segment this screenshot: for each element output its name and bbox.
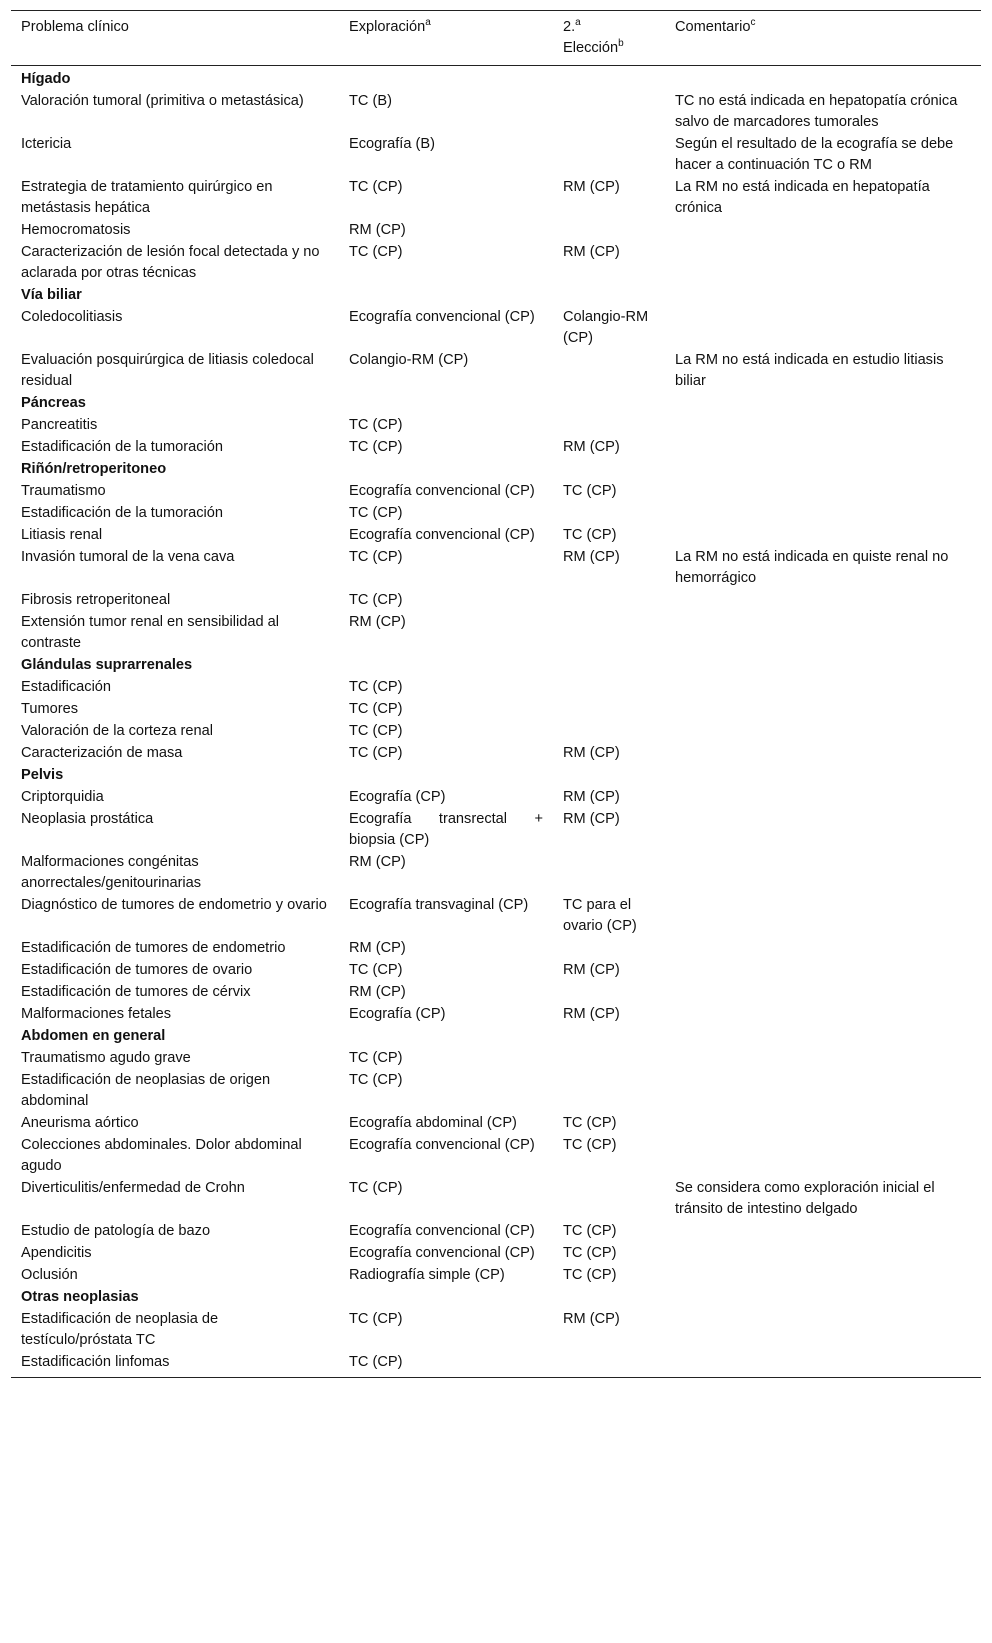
cell-problem: Colecciones abdominales. Dolor abdominal agudo <box>21 1137 302 1174</box>
cell-exploration: Ecografía convencional (CP) <box>349 1245 535 1261</box>
header-second-choice <box>553 11 665 66</box>
cell-comment: La RM no está indicada en quiste renal no hemorrágico <box>675 549 949 586</box>
cell-problem: Malformaciones fetales <box>21 1006 172 1022</box>
cell-second-choice: RM (CP) <box>563 789 620 805</box>
cell-second-choice: RM (CP) <box>563 179 620 195</box>
cell-second-choice: TC (CP) <box>563 483 617 499</box>
cell-comment <box>665 525 981 547</box>
cell-exploration: Colangio-RM (CP) <box>349 352 469 368</box>
table-row <box>11 1352 981 1378</box>
cell-exploration: RM (CP) <box>349 222 406 238</box>
table-body <box>11 66 981 1378</box>
cell-second-choice: RM (CP) <box>563 811 620 827</box>
cell-second-choice: RM (CP) <box>563 244 620 260</box>
cell-problem: Criptorquidia <box>21 789 104 805</box>
cell-exploration: Ecografía convencional (CP) <box>349 527 535 543</box>
table-row <box>11 547 981 590</box>
cell-exploration: Ecografía abdominal (CP) <box>349 1115 517 1131</box>
cell-comment <box>665 1309 981 1352</box>
header-row <box>11 11 981 66</box>
cell-exploration: RM (CP) <box>349 854 406 870</box>
cell-exploration: TC (CP) <box>349 417 403 433</box>
table-row <box>11 982 981 1004</box>
table-header <box>11 11 981 66</box>
cell-comment: TC no está indicada en hepatopatía crónica salvo de marcadores tumorales <box>675 93 958 130</box>
ordinal-marker: a <box>575 17 581 29</box>
table-row <box>11 415 981 437</box>
cell-comment: La RM no está indicada en hepatopatía crónica <box>675 179 930 216</box>
table-row <box>11 743 981 765</box>
cell-second-choice: TC para el ovario (CP) <box>563 897 637 934</box>
section-header-row <box>11 1026 981 1048</box>
header-comment-label: Comentario <box>675 19 751 35</box>
table-row <box>11 177 981 220</box>
header-problem-label: Problema clínico <box>21 19 129 35</box>
table-row <box>11 1070 981 1113</box>
table-container <box>11 10 981 1378</box>
cell-exploration: TC (CP) <box>349 1354 403 1370</box>
table-row <box>11 1048 981 1070</box>
section-title: Otras neoplasias <box>21 1289 139 1305</box>
section-title: Hígado <box>21 71 71 87</box>
table-row <box>11 525 981 547</box>
table-row <box>11 1135 981 1178</box>
cell-problem: Ictericia <box>21 136 72 152</box>
cell-second-choice <box>553 590 665 612</box>
cell-problem: Estadificación de neoplasias de origen abdominal <box>21 1072 271 1109</box>
footnote-a-marker: a <box>425 17 431 29</box>
cell-second-choice <box>553 503 665 525</box>
table-row <box>11 590 981 612</box>
section-header-row <box>11 393 981 415</box>
cell-comment <box>665 481 981 503</box>
table-row <box>11 1265 981 1287</box>
cell-problem: Traumatismo <box>21 483 106 499</box>
cell-problem: Estadificación de tumores de ovario <box>21 962 253 978</box>
cell-problem: Estadificación linfomas <box>21 1354 170 1370</box>
cell-comment <box>665 1352 981 1378</box>
cell-comment: Se considera como exploración inicial el tránsito de intestino delgado <box>675 1180 935 1217</box>
cell-comment <box>665 220 981 242</box>
cell-comment <box>665 677 981 699</box>
table-row <box>11 242 981 285</box>
cell-second-choice <box>553 1070 665 1113</box>
table-row <box>11 437 981 459</box>
cell-exploration: TC (CP) <box>349 701 403 717</box>
cell-problem: Coledocolitiasis <box>21 309 123 325</box>
cell-problem: Invasión tumoral de la vena cava <box>21 549 235 565</box>
table-row <box>11 938 981 960</box>
table-row <box>11 481 981 503</box>
cell-exploration: TC (CP) <box>349 244 403 260</box>
table-row <box>11 852 981 895</box>
section-header-row <box>11 765 981 787</box>
cell-second-choice <box>553 415 665 437</box>
footnote-c-marker: c <box>750 17 756 29</box>
cell-second-choice: TC (CP) <box>563 1137 617 1153</box>
cell-second-choice: TC (CP) <box>563 527 617 543</box>
cell-comment <box>665 415 981 437</box>
cell-problem: Estadificación de la tumoración <box>21 505 223 521</box>
cell-comment <box>665 699 981 721</box>
cell-comment <box>665 982 981 1004</box>
cell-problem: Tumores <box>21 701 79 717</box>
cell-comment <box>665 938 981 960</box>
cell-exploration: TC (CP) <box>349 1311 403 1327</box>
header-exploration <box>339 11 553 66</box>
cell-problem: Litiasis renal <box>21 527 103 543</box>
cell-problem: Extensión tumor renal en sensibilidad al contraste <box>21 614 279 651</box>
cell-problem: Traumatismo agudo grave <box>21 1050 191 1066</box>
cell-problem: Valoración de la corteza renal <box>21 723 213 739</box>
cell-comment: La RM no está indicada en estudio litiasis biliar <box>675 352 944 389</box>
cell-second-choice: RM (CP) <box>563 1006 620 1022</box>
section-title: Riñón/retroperitoneo <box>21 461 167 477</box>
cell-second-choice <box>553 938 665 960</box>
cell-problem: Estadificación de neoplasia de testículo/próstata TC <box>21 1311 219 1348</box>
section-header-row <box>11 1287 981 1309</box>
section-title: Abdomen en general <box>21 1028 166 1044</box>
cell-exploration: Ecografía convencional (CP) <box>349 1137 535 1153</box>
table-row <box>11 960 981 982</box>
cell-exploration: TC (CP) <box>349 745 403 761</box>
cell-problem: Diverticulitis/enfermedad de Crohn <box>21 1180 245 1196</box>
cell-comment <box>665 852 981 895</box>
section-header-row <box>11 655 981 677</box>
cell-problem: Evaluación posquirúrgica de litiasis coledocal residual <box>21 352 314 389</box>
table-row <box>11 91 981 134</box>
section-title: Pelvis <box>21 767 64 783</box>
table-row <box>11 721 981 743</box>
header-comment <box>665 11 981 66</box>
cell-problem: Diagnóstico de tumores de endometrio y ovario <box>21 897 327 913</box>
cell-problem: Estadificación de la tumoración <box>21 439 223 455</box>
cell-exploration: Ecografía transvaginal (CP) <box>349 897 529 913</box>
cell-exploration: TC (CP) <box>349 679 403 695</box>
cell-second-choice: TC (CP) <box>563 1223 617 1239</box>
cell-second-choice: RM (CP) <box>563 962 620 978</box>
section-header-row <box>11 285 981 307</box>
cell-second-choice: TC (CP) <box>563 1267 617 1283</box>
cell-second-choice: TC (CP) <box>563 1245 617 1261</box>
table-row <box>11 809 981 852</box>
imaging-recommendations-table <box>11 10 981 1378</box>
cell-second-choice: RM (CP) <box>563 439 620 455</box>
cell-second-choice <box>553 350 665 393</box>
cell-exploration: Ecografía (CP) <box>349 789 446 805</box>
cell-comment <box>665 1113 981 1135</box>
table-row <box>11 1243 981 1265</box>
cell-comment <box>665 1243 981 1265</box>
cell-exploration: TC (CP) <box>349 592 403 608</box>
cell-second-choice <box>553 852 665 895</box>
cell-exploration: TC (CP) <box>349 1072 403 1088</box>
cell-second-choice <box>553 721 665 743</box>
cell-problem: Aneurisma aórtico <box>21 1115 139 1131</box>
cell-exploration: TC (B) <box>349 93 392 109</box>
cell-second-choice: RM (CP) <box>563 745 620 761</box>
cell-exploration: RM (CP) <box>349 940 406 956</box>
cell-exploration: TC (CP) <box>349 723 403 739</box>
cell-comment <box>665 437 981 459</box>
table-row <box>11 1309 981 1352</box>
cell-exploration: TC (CP) <box>349 962 403 978</box>
table-row <box>11 220 981 242</box>
cell-second-choice <box>553 220 665 242</box>
cell-exploration: Ecografía convencional (CP) <box>349 1223 535 1239</box>
cell-comment <box>665 743 981 765</box>
cell-exploration: Radiografía simple (CP) <box>349 1267 505 1283</box>
cell-comment <box>665 612 981 655</box>
cell-second-choice: RM (CP) <box>563 549 620 565</box>
cell-second-choice <box>553 699 665 721</box>
cell-comment <box>665 1004 981 1026</box>
cell-comment <box>665 787 981 809</box>
table-row <box>11 503 981 525</box>
cell-comment <box>665 895 981 938</box>
cell-comment <box>665 960 981 982</box>
cell-exploration: Ecografía (B) <box>349 136 435 152</box>
cell-problem: Estadificación de tumores de endometrio <box>21 940 286 956</box>
table-row <box>11 134 981 177</box>
cell-problem: Fibrosis retroperitoneal <box>21 592 171 608</box>
cell-comment <box>665 1070 981 1113</box>
section-title: Páncreas <box>21 395 86 411</box>
cell-problem: Malformaciones congénitas anorrectales/genitourinarias <box>21 854 202 891</box>
cell-exploration: RM (CP) <box>349 984 406 1000</box>
cell-comment <box>665 503 981 525</box>
table-row <box>11 787 981 809</box>
cell-comment: Según el resultado de la ecografía se debe hacer a continuación TC o RM <box>675 136 954 173</box>
table-row <box>11 350 981 393</box>
cell-exploration: TC (CP) <box>349 439 403 455</box>
cell-second-choice <box>553 134 665 177</box>
table-row <box>11 612 981 655</box>
table-row <box>11 1004 981 1026</box>
cell-comment <box>665 1221 981 1243</box>
footnote-b-marker: b <box>618 38 624 50</box>
cell-exploration: Ecografía convencional (CP) <box>349 483 535 499</box>
cell-comment <box>665 590 981 612</box>
cell-comment <box>665 307 981 350</box>
cell-second-choice: TC (CP) <box>563 1115 617 1131</box>
cell-exploration: TC (CP) <box>349 179 403 195</box>
cell-problem: Pancreatitis <box>21 417 98 433</box>
cell-second-choice <box>553 1178 665 1221</box>
header-second-label: 2. <box>563 19 576 35</box>
cell-problem: Caracterización de lesión focal detectada y no aclarada por otras técnicas <box>21 244 320 281</box>
cell-comment <box>665 1265 981 1287</box>
cell-problem: Oclusión <box>21 1267 78 1283</box>
cell-problem: Estudio de patología de bazo <box>21 1223 211 1239</box>
cell-exploration: Ecografía transrectal + biopsia (CP) <box>349 811 543 848</box>
cell-exploration: TC (CP) <box>349 505 403 521</box>
cell-exploration: TC (CP) <box>349 1180 403 1196</box>
header-problem <box>11 11 339 66</box>
table-row <box>11 1178 981 1221</box>
cell-second-choice <box>553 1048 665 1070</box>
cell-problem: Valoración tumoral (primitiva o metastásica) <box>21 93 304 109</box>
cell-problem: Estadificación de tumores de cérvix <box>21 984 251 1000</box>
cell-second-choice <box>553 677 665 699</box>
cell-second-choice <box>553 91 665 134</box>
cell-problem: Estadificación <box>21 679 112 695</box>
section-header-row <box>11 66 981 92</box>
header-choice-label: Elección <box>563 40 619 56</box>
cell-problem: Caracterización de masa <box>21 745 183 761</box>
cell-exploration: TC (CP) <box>349 549 403 565</box>
cell-problem: Neoplasia prostática <box>21 811 154 827</box>
cell-comment <box>665 721 981 743</box>
cell-problem: Estrategia de tratamiento quirúrgico en metástasis hepática <box>21 179 273 216</box>
cell-comment <box>665 242 981 285</box>
table-row <box>11 307 981 350</box>
cell-exploration: Ecografía convencional (CP) <box>349 309 535 325</box>
section-title: Glándulas suprarrenales <box>21 657 193 673</box>
table-row <box>11 1221 981 1243</box>
header-exploration-label: Exploración <box>349 19 426 35</box>
cell-comment <box>665 809 981 852</box>
cell-comment <box>665 1135 981 1178</box>
table-row <box>11 1113 981 1135</box>
cell-exploration: Ecografía (CP) <box>349 1006 446 1022</box>
cell-second-choice <box>553 982 665 1004</box>
cell-problem: Hemocromatosis <box>21 222 131 238</box>
cell-problem: Apendicitis <box>21 1245 92 1261</box>
cell-second-choice <box>553 1352 665 1378</box>
cell-exploration: TC (CP) <box>349 1050 403 1066</box>
section-title: Vía biliar <box>21 287 82 303</box>
table-row <box>11 895 981 938</box>
cell-comment <box>665 1048 981 1070</box>
table-row <box>11 677 981 699</box>
section-header-row <box>11 459 981 481</box>
cell-exploration: RM (CP) <box>349 614 406 630</box>
cell-second-choice: Colangio-RM (CP) <box>563 309 649 346</box>
cell-second-choice <box>553 612 665 655</box>
table-row <box>11 699 981 721</box>
cell-second-choice: RM (CP) <box>563 1311 620 1327</box>
